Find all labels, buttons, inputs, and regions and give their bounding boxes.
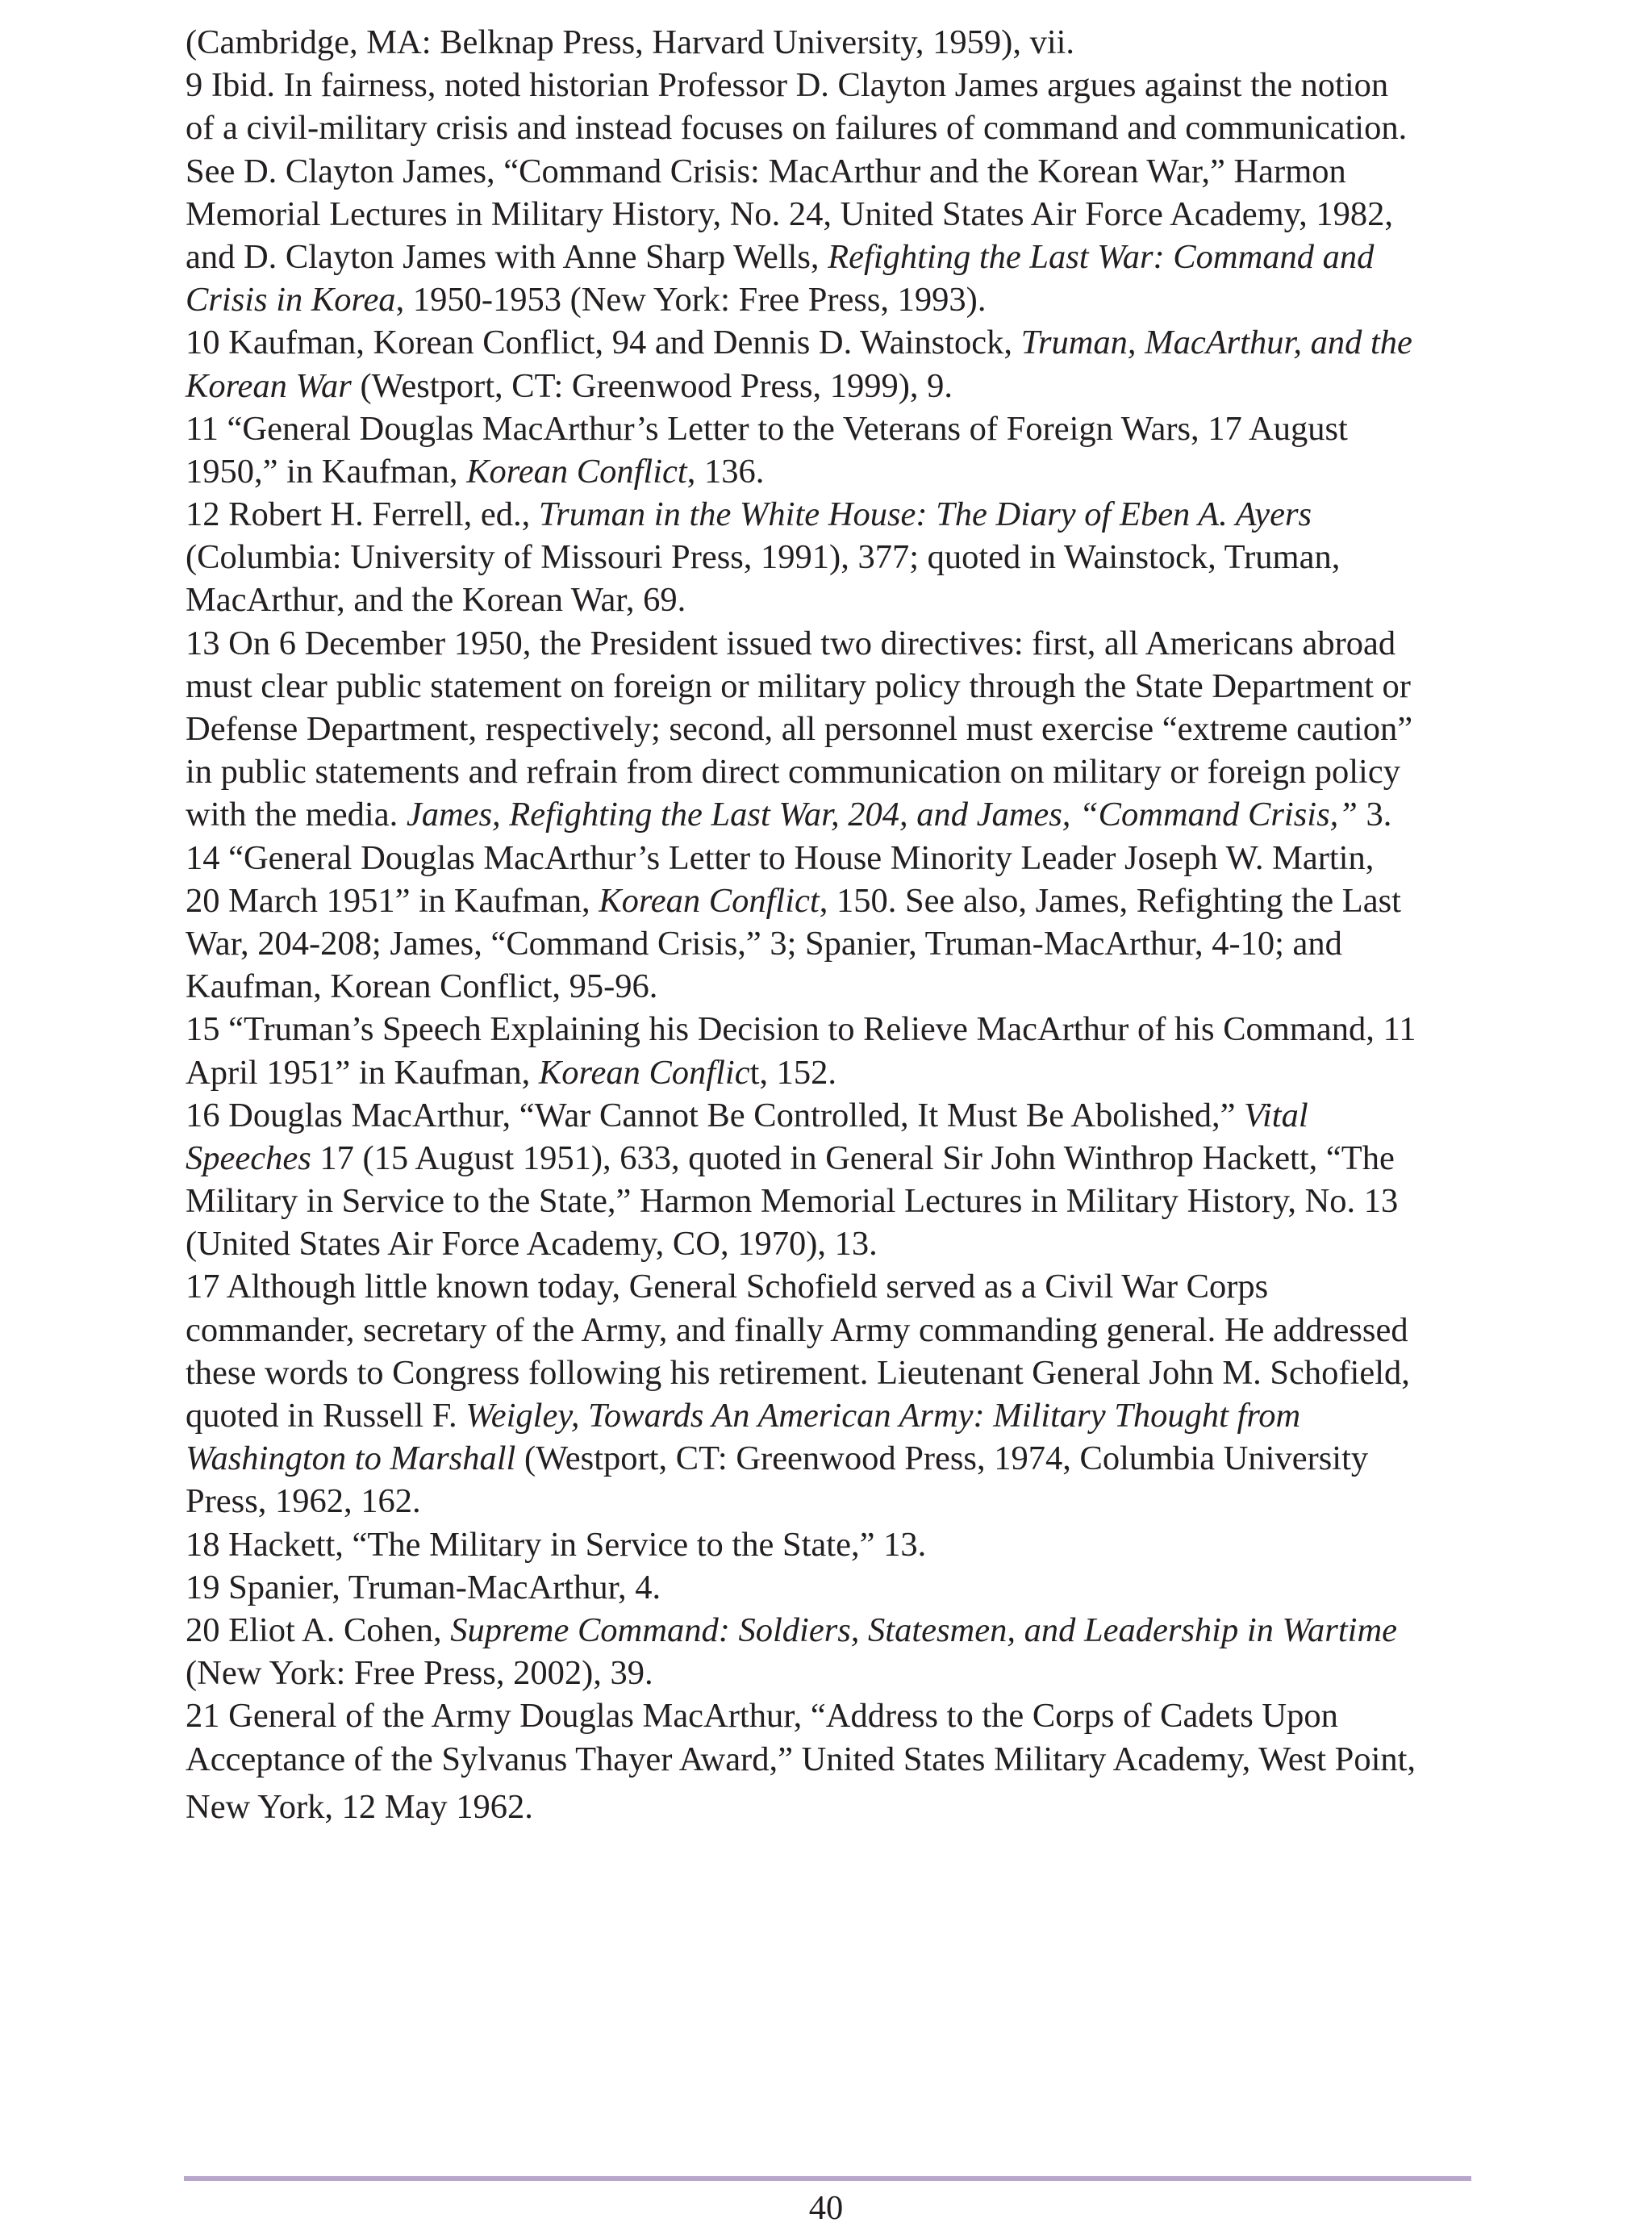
- page-number: 40: [808, 2189, 844, 2227]
- footnote-line: [186, 1352, 1476, 1394]
- footnote-line: [186, 965, 1476, 1008]
- footnote-line: [186, 1180, 1476, 1222]
- text-run: Military in Service to the State,” Harmon Memorial Lectures in Military History, No. 13: [186, 1182, 1399, 1221]
- text-run: MacArthur, and the Korean War, 69.: [186, 581, 686, 620]
- footnotes-block: [186, 21, 1476, 1828]
- footnote-line: [186, 1309, 1476, 1352]
- text-run: 19 Spanier, Truman-MacArthur, 4.: [186, 1568, 661, 1606]
- text-run: 17 Although little known today, General Schofield served as a Civil War Corps: [186, 1268, 1269, 1306]
- text-run: , 150. See also, James, Refighting the Last: [819, 881, 1401, 920]
- text-run: 20 Eliot A. Cohen,: [186, 1611, 451, 1649]
- footnote-line: [186, 922, 1476, 965]
- footnote-line: [186, 1694, 1476, 1737]
- text-run: War, 204-208; James, “Command Crisis,” 3; Spanier, Truman-MacArthur, 4-10; and: [186, 924, 1342, 963]
- text-run: 12 Robert H. Ferrell, ed.,: [186, 495, 539, 534]
- footnote-line: [186, 64, 1476, 107]
- italic-text: Truman, MacArthur, and the: [1020, 324, 1412, 362]
- text-run: 16 Douglas MacArthur, “War Cannot Be Controlled, It Must Be Abolished,”: [186, 1096, 1245, 1134]
- italic-text: Crisis in Korea: [186, 281, 396, 320]
- footnote-line: [186, 708, 1476, 750]
- text-run: 11 “General Douglas MacArthur’s Letter to the Veterans of Foreign Wars, 17 August: [186, 409, 1348, 448]
- footnote-line: [186, 1786, 1476, 1828]
- text-run: New York, 12 May 1962.: [186, 1787, 533, 1826]
- text-run: 10 Kaufman, Korean Conflict, 94 and Dennis D. Wainstock,: [186, 324, 1021, 362]
- italic-text: Korean War: [186, 366, 352, 405]
- footnote-line: [186, 450, 1476, 493]
- italic-text: Truman in the White House: The Diary of Eben A. Ayers: [538, 495, 1312, 534]
- text-run: and D. Clayton James with Anne Sharp Wells,: [186, 237, 828, 276]
- footer-rule: [184, 2176, 1471, 2181]
- footnote-line: [186, 1523, 1476, 1566]
- text-run: Defense Department, respectively; second, all personnel must exercise “extreme caution”: [186, 710, 1413, 748]
- text-run: in public statements and refrain from direct communication on military or foreign policy: [186, 753, 1400, 792]
- text-run: these words to Congress following his retirement. Lieutenant General John M. Schofield,: [186, 1353, 1410, 1392]
- text-run: 14 “General Douglas MacArthur’s Letter to House Minority Leader Joseph W. Martin,: [186, 838, 1375, 877]
- text-run: of a civil-military crisis and instead focuses on failures of command and communication.: [186, 109, 1408, 148]
- text-run: (Columbia: University of Missouri Press, 1991), 377; quoted in Wainstock, Truman,: [186, 538, 1341, 577]
- footnote-line: [186, 622, 1476, 665]
- text-run: must clear public statement on foreign or military policy through the State Department or: [186, 666, 1411, 705]
- footnote-line: [186, 278, 1476, 321]
- footnote-line: [186, 1094, 1476, 1137]
- text-run: Kaufman, Korean Conflict, 95-96.: [186, 967, 658, 1006]
- text-run: t, 152.: [749, 1053, 837, 1092]
- text-run: quoted in Russell F.: [186, 1397, 466, 1435]
- italic-text: Korean Conflict: [466, 452, 687, 491]
- text-run: 17 (15 August 1951), 633, quoted in General Sir John Winthrop Hackett, “The: [311, 1138, 1395, 1177]
- text-run: Memorial Lectures in Military History, No. 24, United States Air Force Academy, 1982,: [186, 194, 1394, 233]
- text-run: 1950,” in Kaufman,: [186, 452, 467, 491]
- footnote-line: [186, 493, 1476, 536]
- footnote-line: [186, 193, 1476, 236]
- footnote-line: [186, 579, 1476, 621]
- footnote-line: [186, 1652, 1476, 1694]
- text-run: 15 “Truman’s Speech Explaining his Decision to Relieve MacArthur of his Command, 11: [186, 1010, 1416, 1049]
- text-run: 9 Ibid. In fairness, noted historian Professor D. Clayton James argues against the notion: [186, 66, 1389, 105]
- text-run: 21 General of the Army Douglas MacArthur, “Address to the Corps of Cadets Upon: [186, 1697, 1338, 1736]
- footnote-line: [186, 321, 1476, 364]
- italic-text: Vital: [1244, 1096, 1308, 1134]
- text-run: (Westport, CT: Greenwood Press, 1974, Columbia University: [515, 1439, 1369, 1478]
- italic-text: Korean Conflict: [599, 881, 820, 920]
- text-run: 18 Hackett, “The Military in Service to the State,” 13.: [186, 1525, 927, 1564]
- text-run: (Westport, CT: Greenwood Press, 1999), 9.: [351, 366, 953, 405]
- footnote-line: [186, 536, 1476, 579]
- footnote-line: [186, 1137, 1476, 1180]
- text-run: 13 On 6 December 1950, the President issued two directives: first, all Americans abroad: [186, 624, 1396, 662]
- footnote-line: [186, 1609, 1476, 1652]
- italic-text: Washington to Marshall: [186, 1439, 516, 1478]
- footnote-line: [186, 236, 1476, 278]
- footnote-line: [186, 407, 1476, 450]
- footnote-line: [186, 150, 1476, 193]
- italic-text: Refighting the Last War: Command and: [828, 237, 1375, 276]
- footnote-line: [186, 1394, 1476, 1437]
- footnote-line: [186, 1437, 1476, 1480]
- text-run: (United States Air Force Academy, CO, 1970), 13.: [186, 1225, 878, 1264]
- footnote-line: [186, 1566, 1476, 1609]
- footnote-line: [186, 793, 1476, 836]
- footnote-line: [186, 1480, 1476, 1523]
- text-run: Acceptance of the Sylvanus Thayer Award,” United States Military Academy, West Point,: [186, 1740, 1416, 1778]
- footnote-line: [186, 1738, 1476, 1781]
- text-run: with the media.: [186, 796, 407, 834]
- italic-text: Korean Conflic: [538, 1053, 750, 1092]
- text-run: (New York: Free Press, 2002), 39.: [186, 1654, 653, 1693]
- footnote-line: [186, 1008, 1476, 1051]
- footnote-line: [186, 1265, 1476, 1308]
- text-run: (Cambridge, MA: Belknap Press, Harvard University, 1959), vii.: [186, 23, 1075, 61]
- footnote-line: [186, 1051, 1476, 1094]
- footnote-line: [186, 107, 1476, 149]
- text-run: 3.: [1357, 796, 1392, 834]
- text-run: , 1950-1953 (New York: Free Press, 1993).: [395, 281, 987, 320]
- footnote-line: [186, 365, 1476, 407]
- text-run: See D. Clayton James, “Command Crisis: MacArthur and the Korean War,” Harmon: [186, 152, 1346, 190]
- italic-text: Supreme Command: Soldiers, Statesmen, and Leadership in Wartime: [450, 1611, 1397, 1649]
- text-run: April 1951” in Kaufman,: [186, 1053, 539, 1092]
- footnote-line: [186, 665, 1476, 708]
- text-run: , 136.: [686, 452, 765, 491]
- italic-text: Speeches: [186, 1138, 311, 1177]
- footnote-line: [186, 750, 1476, 793]
- text-run: commander, secretary of the Army, and finally Army commanding general. He addressed: [186, 1310, 1408, 1349]
- italic-text: James, Refighting the Last War, 204, and James, “Command Crisis,”: [406, 796, 1358, 834]
- text-run: 20 March 1951” in Kaufman,: [186, 881, 599, 920]
- footnote-line: [186, 879, 1476, 922]
- text-run: Press, 1962, 162.: [186, 1482, 421, 1521]
- footnote-line: [186, 837, 1476, 879]
- footnote-line: [186, 1222, 1476, 1265]
- footnote-line: [186, 21, 1476, 64]
- italic-text: Weigley, Towards An American Army: Military Thought from: [465, 1397, 1301, 1435]
